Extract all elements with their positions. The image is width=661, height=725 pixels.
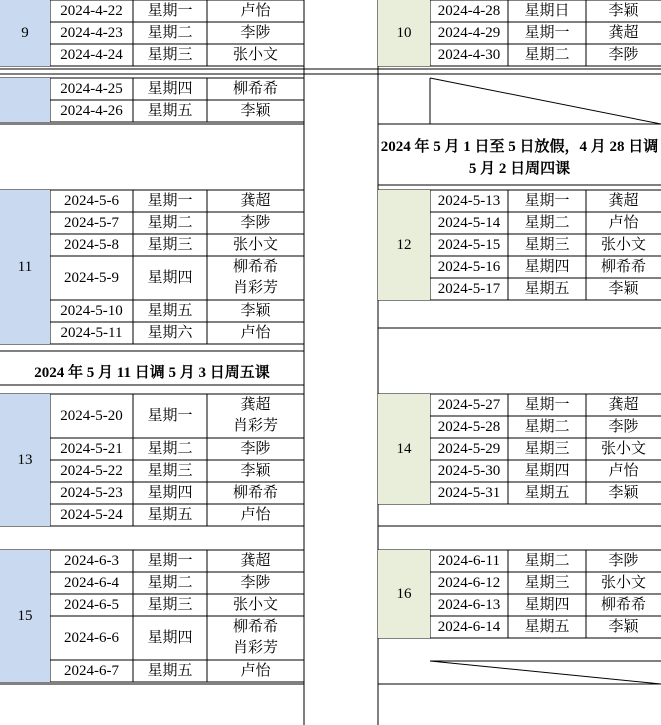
duty-person-cell bbox=[586, 190, 661, 212]
week-number-cell: 13 bbox=[0, 394, 50, 526]
person-name: 李颖 bbox=[240, 302, 271, 319]
person-name: 柳希希 bbox=[232, 619, 278, 635]
duty-person-cell bbox=[207, 460, 304, 482]
makeup-class-note: 2024 年 5 月 11 日调 5 月 3 日周五课 bbox=[34, 365, 270, 381]
weekday-cell: 星期三 bbox=[147, 462, 193, 479]
date-cell: 2024-5-17 bbox=[437, 280, 501, 297]
date-cell: 2024-5-28 bbox=[437, 418, 501, 435]
date-cell: 2024-5-8 bbox=[64, 236, 119, 253]
week-number-cell: 15 bbox=[0, 550, 50, 682]
date-cell: 2024-6-6 bbox=[64, 629, 119, 646]
person-name: 龚超 bbox=[240, 397, 271, 413]
weekday-cell: 星期五 bbox=[524, 280, 570, 297]
person-name: 李颖 bbox=[608, 618, 639, 635]
duty-person-cell bbox=[586, 234, 661, 256]
person-name: 柳希希 bbox=[232, 259, 278, 275]
holiday-note-line2: 5 月 2 日周四课 bbox=[468, 161, 571, 177]
person-name: 柳希希 bbox=[232, 80, 278, 97]
person-name: 张小文 bbox=[232, 46, 278, 63]
person-name: 肖彩芳 bbox=[232, 640, 278, 656]
duty-person-cell bbox=[207, 0, 304, 22]
duty-person-cell bbox=[586, 616, 661, 638]
weekday-cell: 星期三 bbox=[147, 46, 193, 63]
duty-person-cell bbox=[586, 22, 661, 44]
weekday-cell: 星期四 bbox=[524, 258, 570, 275]
weekday-cell: 星期三 bbox=[524, 236, 570, 253]
weekday-cell: 星期四 bbox=[147, 484, 193, 501]
date-cell: 2024-6-11 bbox=[438, 552, 500, 569]
weekday-cell: 星期五 bbox=[524, 618, 570, 635]
weekday-cell: 星期四 bbox=[147, 629, 193, 646]
date-cell: 2024-5-20 bbox=[60, 407, 123, 424]
weekday-cell: 星期三 bbox=[524, 440, 570, 457]
weekday-cell: 星期一 bbox=[524, 24, 570, 41]
diagonal-slash bbox=[430, 78, 661, 124]
person-name: 张小文 bbox=[600, 574, 646, 591]
date-cell: 2024-5-10 bbox=[60, 302, 123, 319]
date-cell: 2024-4-24 bbox=[60, 46, 123, 63]
person-name: 卢怡 bbox=[240, 324, 271, 341]
person-name: 张小文 bbox=[600, 440, 646, 457]
duty-person-cell bbox=[207, 256, 304, 300]
weekday-cell: 星期一 bbox=[147, 552, 193, 569]
date-cell: 2024-5-24 bbox=[60, 506, 123, 523]
date-cell: 2024-5-15 bbox=[437, 236, 501, 253]
person-name: 李陟 bbox=[240, 214, 271, 231]
duty-person-cell bbox=[207, 300, 304, 322]
weekday-cell: 星期二 bbox=[147, 214, 193, 231]
weekday-cell: 星期一 bbox=[147, 2, 193, 19]
date-cell: 2024-5-9 bbox=[64, 269, 119, 286]
date-cell: 2024-4-22 bbox=[60, 2, 123, 19]
diagonal-slash bbox=[430, 661, 661, 684]
date-cell: 2024-4-29 bbox=[437, 24, 501, 41]
duty-person-cell bbox=[207, 322, 304, 344]
person-name: 卢怡 bbox=[240, 506, 271, 523]
person-name: 龚超 bbox=[240, 192, 271, 209]
weekday-cell: 星期二 bbox=[147, 574, 193, 591]
week-number-cell: 16 bbox=[378, 550, 430, 638]
week-number-cell: 14 bbox=[378, 394, 430, 504]
person-name: 卢怡 bbox=[608, 462, 639, 479]
weekday-cell: 星期二 bbox=[524, 418, 570, 435]
weekday-cell: 星期四 bbox=[524, 462, 570, 479]
date-cell: 2024-4-28 bbox=[437, 2, 501, 19]
duty-person-cell bbox=[207, 482, 304, 504]
date-cell: 2024-6-5 bbox=[64, 596, 119, 613]
weekday-cell: 星期四 bbox=[147, 80, 193, 97]
weekday-cell: 星期二 bbox=[524, 214, 570, 231]
duty-person-cell bbox=[586, 394, 661, 416]
week-number-cell: 12 bbox=[378, 190, 430, 300]
date-cell: 2024-6-7 bbox=[64, 662, 119, 679]
week-number-cell: 9 bbox=[0, 0, 50, 66]
date-cell: 2024-5-21 bbox=[60, 440, 123, 457]
person-name: 卢怡 bbox=[240, 2, 271, 19]
date-cell: 2024-5-22 bbox=[60, 462, 123, 479]
duty-person-cell bbox=[207, 78, 304, 100]
duty-person-cell bbox=[207, 504, 304, 526]
duty-person-cell bbox=[207, 550, 304, 572]
holiday-note bbox=[378, 132, 661, 184]
person-name: 肖彩芳 bbox=[232, 418, 278, 434]
date-cell: 2024-5-30 bbox=[437, 462, 501, 479]
weekday-cell: 星期五 bbox=[524, 484, 570, 501]
person-name: 龚超 bbox=[608, 396, 639, 413]
duty-person-cell bbox=[207, 438, 304, 460]
person-name: 卢怡 bbox=[240, 662, 271, 679]
duty-person-cell bbox=[207, 22, 304, 44]
date-cell: 2024-6-14 bbox=[437, 618, 501, 635]
date-cell: 2024-5-13 bbox=[437, 192, 501, 209]
person-name: 龚超 bbox=[608, 24, 639, 41]
duty-person-cell bbox=[586, 550, 661, 572]
person-name: 李陟 bbox=[240, 24, 271, 41]
week-number-cell: 11 bbox=[0, 190, 50, 344]
date-cell: 2024-4-30 bbox=[437, 46, 501, 63]
date-cell: 2024-5-7 bbox=[64, 214, 119, 231]
weekday-cell: 星期一 bbox=[147, 192, 193, 209]
week-number-cell: 10 bbox=[378, 0, 430, 66]
date-cell: 2024-5-11 bbox=[60, 324, 123, 341]
person-name: 李颖 bbox=[608, 484, 639, 501]
person-name: 龚超 bbox=[240, 552, 271, 569]
person-name: 卢怡 bbox=[608, 214, 639, 231]
duty-person-cell bbox=[586, 416, 661, 438]
date-cell: 2024-5-16 bbox=[437, 258, 501, 275]
weekday-cell: 星期一 bbox=[524, 396, 570, 413]
person-name: 张小文 bbox=[600, 236, 646, 253]
weekday-cell: 星期六 bbox=[147, 324, 193, 341]
weekday-cell: 星期二 bbox=[524, 552, 570, 569]
person-name: 龚超 bbox=[608, 192, 639, 209]
duty-person-cell bbox=[586, 256, 661, 278]
duty-person-cell bbox=[207, 594, 304, 616]
person-name: 李陟 bbox=[240, 574, 271, 591]
person-name: 柳希希 bbox=[600, 596, 646, 613]
person-name: 李陟 bbox=[608, 552, 639, 569]
date-cell: 2024-6-4 bbox=[64, 574, 119, 591]
person-name: 张小文 bbox=[232, 596, 278, 613]
person-name: 李颖 bbox=[240, 462, 271, 479]
weekday-cell: 星期五 bbox=[147, 662, 193, 679]
duty-person-cell bbox=[586, 482, 661, 504]
weekday-cell: 星期二 bbox=[147, 24, 193, 41]
weekday-cell: 星期三 bbox=[524, 574, 570, 591]
weekday-cell: 星期一 bbox=[524, 192, 570, 209]
duty-person-cell bbox=[586, 572, 661, 594]
weekday-cell: 星期二 bbox=[147, 440, 193, 457]
person-name: 李颖 bbox=[608, 280, 639, 297]
duty-person-cell bbox=[207, 572, 304, 594]
weekday-cell: 星期五 bbox=[147, 506, 193, 523]
weekday-cell: 星期五 bbox=[147, 302, 193, 319]
person-name: 李陟 bbox=[240, 440, 271, 457]
person-name: 李颖 bbox=[240, 102, 271, 119]
person-name: 李陟 bbox=[608, 46, 639, 63]
duty-person-cell bbox=[586, 278, 661, 300]
duty-person-cell bbox=[586, 460, 661, 482]
duty-person-cell bbox=[586, 0, 661, 22]
date-cell: 2024-5-6 bbox=[64, 192, 119, 209]
date-cell: 2024-6-13 bbox=[437, 596, 501, 613]
person-name: 柳希希 bbox=[600, 258, 646, 275]
date-cell: 2024-5-23 bbox=[60, 484, 123, 501]
date-cell: 2024-6-3 bbox=[64, 552, 119, 569]
holiday-note-line1: 2024 年 5 月 1 日至 5 日放假，4 月 28 日调 bbox=[380, 139, 659, 155]
duty-person-cell bbox=[207, 616, 304, 660]
person-name: 李陟 bbox=[608, 418, 639, 435]
duty-person-cell bbox=[207, 212, 304, 234]
weekday-cell: 星期五 bbox=[147, 102, 193, 119]
weekday-cell: 星期三 bbox=[147, 596, 193, 613]
weekday-cell: 星期四 bbox=[524, 596, 570, 613]
weekday-cell: 星期四 bbox=[147, 269, 193, 286]
duty-person-cell bbox=[207, 100, 304, 122]
date-cell: 2024-5-27 bbox=[437, 396, 501, 413]
duty-person-cell bbox=[207, 44, 304, 66]
person-name: 张小文 bbox=[232, 236, 278, 253]
duty-person-cell bbox=[586, 438, 661, 460]
weekday-cell: 星期二 bbox=[524, 46, 570, 63]
week-number-cell bbox=[0, 78, 50, 122]
duty-person-cell bbox=[207, 190, 304, 212]
date-cell: 2024-5-29 bbox=[437, 440, 501, 457]
duty-person-cell bbox=[207, 394, 304, 438]
date-cell: 2024-4-26 bbox=[60, 102, 123, 119]
person-name: 柳希希 bbox=[232, 484, 278, 501]
date-cell: 2024-4-25 bbox=[60, 80, 123, 97]
person-name: 肖彩芳 bbox=[232, 280, 278, 296]
date-cell: 2024-6-12 bbox=[437, 574, 501, 591]
date-cell: 2024-4-23 bbox=[60, 24, 123, 41]
date-cell: 2024-5-14 bbox=[437, 214, 501, 231]
duty-person-cell bbox=[586, 594, 661, 616]
weekday-cell: 星期一 bbox=[147, 407, 193, 424]
duty-person-cell bbox=[207, 660, 304, 682]
date-cell: 2024-5-31 bbox=[437, 484, 501, 501]
person-name: 李颖 bbox=[608, 2, 639, 19]
duty-person-cell bbox=[586, 212, 661, 234]
weekday-cell: 星期三 bbox=[147, 236, 193, 253]
duty-person-cell bbox=[207, 234, 304, 256]
duty-person-cell bbox=[586, 44, 661, 66]
weekday-cell: 星期日 bbox=[524, 2, 570, 19]
